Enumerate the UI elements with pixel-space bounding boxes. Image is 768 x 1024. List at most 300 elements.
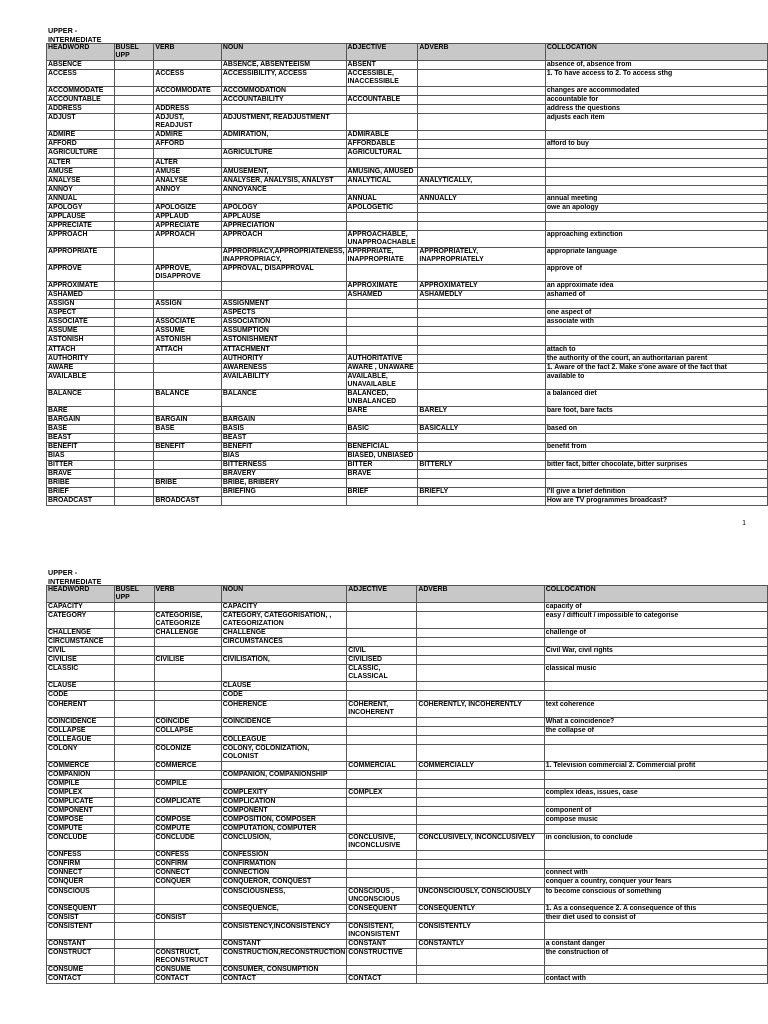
table-cell <box>418 114 545 131</box>
table-cell <box>347 807 417 816</box>
table-cell: BARGAIN <box>221 415 346 424</box>
table-cell <box>114 603 154 612</box>
table-row <box>47 603 768 612</box>
table-cell: 1. Television commercial 2. Commercial profit <box>544 761 767 770</box>
table-cell <box>347 798 417 807</box>
table-cell <box>114 770 154 779</box>
table-cell <box>114 158 154 167</box>
table-cell <box>417 665 544 682</box>
table-cell: ASSIGN <box>47 300 115 309</box>
table-cell: CONFESSION <box>221 851 347 860</box>
table-cell: a balanced diet <box>545 389 767 406</box>
table-cell: BRIBE, BRIBERY <box>221 479 346 488</box>
table-row <box>47 194 768 203</box>
table-cell: CONCLUSION, <box>221 834 347 851</box>
table-row <box>47 798 768 807</box>
table-cell: APPRECIATION <box>221 221 346 230</box>
table-row <box>47 691 768 700</box>
table-cell <box>418 327 545 336</box>
table-cell: CODE <box>221 691 347 700</box>
table-cell <box>544 922 767 939</box>
table-cell: approaching extinction <box>545 230 767 247</box>
table-cell: COMPLEX <box>47 788 115 797</box>
table-cell: easy / difficult / impossible to categorise <box>544 612 767 629</box>
table-cell: ACCOUNTABILITY <box>221 96 346 105</box>
table-cell: CONNECTION <box>221 869 347 878</box>
table-row <box>47 105 768 114</box>
table-cell: APPLAUSE <box>221 212 346 221</box>
table-cell: APPLAUD <box>154 212 222 221</box>
table-cell <box>417 647 544 656</box>
table-cell <box>114 372 154 389</box>
table-cell <box>114 869 154 878</box>
table-cell: 1. As a consequence 2. A consequence of this <box>544 904 767 913</box>
table-row <box>47 974 768 983</box>
table-cell: BIASED, UNBIASED <box>346 452 418 461</box>
table-cell: BITTER <box>346 461 418 470</box>
table-cell <box>221 497 346 506</box>
table-cell <box>418 443 545 452</box>
table-cell <box>347 851 417 860</box>
table-cell <box>418 87 545 96</box>
table-cell <box>347 878 417 887</box>
table-cell <box>154 406 222 415</box>
table-cell: CONSEQUENCE, <box>221 904 347 913</box>
table-cell: CONSTANT <box>221 939 347 948</box>
table-cell <box>544 656 767 665</box>
table-cell <box>114 497 154 506</box>
table-cell: ACCESSIBILITY, ACCESS <box>221 70 346 87</box>
table-cell: ACCESSIBLE, INACCESSIBLE <box>346 70 418 87</box>
table-cell: ACCOMMODATE <box>154 87 222 96</box>
table-cell <box>114 140 154 149</box>
table-cell <box>346 309 418 318</box>
table-cell: APPROXIMATE <box>47 282 115 291</box>
table-row <box>47 913 768 922</box>
table-cell: AWARENESS <box>221 363 346 372</box>
table-cell <box>154 470 222 479</box>
table-cell <box>114 176 154 185</box>
table-cell: AGRICULTURAL <box>346 149 418 158</box>
table-cell <box>154 363 222 372</box>
column-header: COLLOCATION <box>544 586 767 603</box>
table-cell <box>114 726 154 735</box>
table-cell <box>418 70 545 87</box>
table-row <box>47 939 768 948</box>
table-cell: ashamed of <box>545 291 767 300</box>
table-cell <box>544 965 767 974</box>
table-cell <box>418 167 545 176</box>
table-cell <box>545 158 767 167</box>
table-cell: afford to buy <box>545 140 767 149</box>
table-cell: BENEFIT <box>154 443 222 452</box>
table-cell: ANNUAL <box>346 194 418 203</box>
table-cell: component of <box>544 807 767 816</box>
table-cell: BEAST <box>221 433 346 442</box>
table-cell <box>417 770 544 779</box>
table-cell <box>114 415 154 424</box>
table-cell: annual meeting <box>545 194 767 203</box>
table-cell: BRIEF <box>346 488 418 497</box>
table-cell <box>114 948 154 965</box>
table-cell: CONTACT <box>154 974 221 983</box>
table-cell: ALTER <box>154 158 222 167</box>
table-cell <box>417 788 544 797</box>
table-cell: COLLAPSE <box>47 726 115 735</box>
table-cell: CONSEQUENT <box>47 904 115 913</box>
table-cell <box>114 807 154 816</box>
table-cell: ANALYSER, ANALYSIS, ANALYST <box>221 176 346 185</box>
table-cell: CATEGORISE, CATEGORIZE <box>154 612 221 629</box>
table-cell <box>417 965 544 974</box>
table-cell: ACCESS <box>47 70 115 87</box>
table-cell: conquer a country, conquer your fears <box>544 878 767 887</box>
table-cell: AWARE , UNAWARE <box>346 363 418 372</box>
table-cell: APPROXIMATELY <box>418 282 545 291</box>
table-row <box>47 461 768 470</box>
table-cell: APPROACH <box>221 230 346 247</box>
table-cell <box>154 770 221 779</box>
table-cell: ABSENT <box>346 61 418 70</box>
table-cell: BARE <box>346 406 418 415</box>
table-cell <box>154 309 222 318</box>
table-cell: CONTACT <box>347 974 417 983</box>
table-cell <box>154 291 222 300</box>
table-row <box>47 761 768 770</box>
table-cell: BASIS <box>221 424 346 433</box>
table-cell: BENEFIT <box>221 443 346 452</box>
table-cell <box>221 105 346 114</box>
table-cell: AUTHORITY <box>221 354 346 363</box>
table-cell: CONSTRUCTION,RECONSTRUCTION <box>221 948 347 965</box>
table-cell <box>221 779 347 788</box>
table-row <box>47 452 768 461</box>
table-cell: APPROACHABLE, UNAPPROACHABLE <box>346 230 418 247</box>
table-cell: ALTER <box>47 158 115 167</box>
table-cell: CODE <box>47 691 115 700</box>
table-row <box>47 470 768 479</box>
table-row <box>47 656 768 665</box>
table-cell: CHALLENGE <box>47 629 115 638</box>
table-cell <box>114 61 154 70</box>
table-cell <box>545 212 767 221</box>
table-cell <box>114 974 154 983</box>
table-cell: AFFORDABLE <box>346 140 418 149</box>
table-row <box>47 665 768 682</box>
table-cell: CONSTANT <box>347 939 417 948</box>
table-cell <box>114 87 154 96</box>
table-cell <box>544 691 767 700</box>
table-cell <box>347 825 417 834</box>
table-cell: classical music <box>544 665 767 682</box>
table-cell: CONSUME <box>47 965 115 974</box>
table-row <box>47 354 768 363</box>
table-cell: COMPILE <box>154 779 221 788</box>
table-cell: CONSISTENT, INCONSISTENT <box>347 922 417 939</box>
table-cell: COLLAPSE <box>154 726 221 735</box>
table-row <box>47 807 768 816</box>
table-row <box>47 878 768 887</box>
table-cell: BITTER <box>47 461 115 470</box>
table-cell <box>346 158 418 167</box>
table-cell <box>114 825 154 834</box>
table-cell: APOLOGIZE <box>154 203 222 212</box>
table-cell: bare foot, bare facts <box>545 406 767 415</box>
table-cell <box>154 433 222 442</box>
table-cell <box>114 647 154 656</box>
table-cell <box>346 415 418 424</box>
table-cell <box>221 140 346 149</box>
table-cell <box>346 433 418 442</box>
table-cell <box>114 105 154 114</box>
table-cell: CONQUEROR, CONQUEST <box>221 878 347 887</box>
table-cell: BEAST <box>47 433 115 442</box>
table-cell: BARELY <box>418 406 545 415</box>
table-row <box>47 415 768 424</box>
table-cell <box>114 638 154 647</box>
table-cell: APPROPRIATELY, INAPPROPRIATELY <box>418 247 545 264</box>
table-cell <box>114 452 154 461</box>
table-cell <box>418 452 545 461</box>
table-cell: CLAUSE <box>47 682 115 691</box>
table-cell <box>417 878 544 887</box>
table-cell <box>417 851 544 860</box>
table-cell: CONSCIOUSNESS, <box>221 887 347 904</box>
table-cell: ACCESS <box>154 70 222 87</box>
table-row <box>47 851 768 860</box>
table-cell <box>114 479 154 488</box>
table-cell: ACCOMMODATION <box>221 87 346 96</box>
table-cell <box>114 904 154 913</box>
table-row <box>47 647 768 656</box>
column-header: NOUN <box>221 586 347 603</box>
table-cell: CONQUER <box>47 878 115 887</box>
table-cell: text coherence <box>544 700 767 717</box>
table-cell <box>114 433 154 442</box>
table-cell: BALANCE <box>47 389 115 406</box>
table-cell <box>418 230 545 247</box>
table-row <box>47 389 768 406</box>
table-cell <box>545 470 767 479</box>
table-row <box>47 336 768 345</box>
table-cell <box>418 221 545 230</box>
table-cell <box>114 345 154 354</box>
table-cell <box>347 913 417 922</box>
table-cell: I'll give a brief definition <box>545 488 767 497</box>
table-cell: 1. Aware of the fact 2. Make s'one aware of the fact that <box>545 363 767 372</box>
table-row <box>47 922 768 939</box>
table-row <box>47 700 768 717</box>
table-cell <box>544 744 767 761</box>
table-cell <box>114 354 154 363</box>
table-cell: COLLEAGUE <box>221 735 347 744</box>
table-cell: UNCONSCIOUSLY, CONSCIOUSLY <box>417 887 544 904</box>
table-cell <box>418 415 545 424</box>
table-cell <box>114 470 154 479</box>
table-cell: APPROPRIATE <box>47 247 115 264</box>
table-cell: the construction of <box>544 948 767 965</box>
table-cell: contact with <box>544 974 767 983</box>
table-cell: COMPLICATION <box>221 798 347 807</box>
table-cell <box>544 735 767 744</box>
table-cell <box>418 61 545 70</box>
table-row <box>47 282 768 291</box>
table-cell <box>346 212 418 221</box>
table-cell: CONCLUSIVELY, INCONCLUSIVELY <box>417 834 544 851</box>
table-cell: a constant danger <box>544 939 767 948</box>
table-cell <box>418 479 545 488</box>
table-cell <box>114 939 154 948</box>
table-cell <box>418 131 545 140</box>
table-cell: CONFESS <box>47 851 115 860</box>
table-cell <box>418 318 545 327</box>
table-row <box>47 816 768 825</box>
column-header: BUSEL UPP <box>114 44 154 61</box>
table-cell <box>418 497 545 506</box>
word-table <box>46 43 768 506</box>
table-cell <box>417 913 544 922</box>
table-row <box>47 406 768 415</box>
table-cell <box>154 700 221 717</box>
table-cell <box>347 779 417 788</box>
table-cell: APPRECIATE <box>154 221 222 230</box>
table-cell: BARE <box>47 406 115 415</box>
table-cell <box>114 851 154 860</box>
table-cell: CONNECT <box>154 869 221 878</box>
table-cell <box>114 114 154 131</box>
table-cell: CONSUMER, CONSUMPTION <box>221 965 347 974</box>
table-cell <box>417 744 544 761</box>
table-cell: CIVILISE <box>47 656 115 665</box>
table-cell <box>347 726 417 735</box>
table-cell <box>114 887 154 904</box>
table-cell: AUTHORITY <box>47 354 115 363</box>
column-header: VERB <box>154 586 221 603</box>
table-cell <box>114 860 154 869</box>
table-cell: ASTONISH <box>154 336 222 345</box>
table-cell: BRIEFING <box>221 488 346 497</box>
table-cell <box>347 603 417 612</box>
table-cell <box>417 603 544 612</box>
table-cell: APPROVE, DISAPPROVE <box>154 265 222 282</box>
table-cell <box>417 816 544 825</box>
table-row <box>47 203 768 212</box>
table-cell: compose music <box>544 816 767 825</box>
table-cell: AMUSEMENT, <box>221 167 346 176</box>
table-cell: COMPOSITION, COMPOSER <box>221 816 347 825</box>
table-cell <box>154 488 222 497</box>
table-cell: CONSEQUENT <box>347 904 417 913</box>
table-cell <box>418 212 545 221</box>
table-cell <box>114 247 154 264</box>
table-cell <box>114 965 154 974</box>
table-cell <box>154 939 221 948</box>
table-cell: CHALLENGE <box>221 629 347 638</box>
table-cell <box>347 869 417 878</box>
table-cell <box>544 682 767 691</box>
table-cell: COHERENTLY, INCOHERENTLY <box>417 700 544 717</box>
table-cell <box>346 185 418 194</box>
table-cell <box>114 443 154 452</box>
table-cell <box>417 629 544 638</box>
table-row <box>47 904 768 913</box>
table-cell: AMUSING, AMUSED <box>346 167 418 176</box>
table-cell <box>347 965 417 974</box>
table-row <box>47 744 768 761</box>
table-cell <box>221 158 346 167</box>
table-cell: APPRPRIATE, INAPPROPRIATE <box>346 247 418 264</box>
table-row <box>47 265 768 282</box>
table-cell <box>114 629 154 638</box>
table-cell: COMPANION, COMPANIONSHIP <box>221 770 347 779</box>
table-row <box>47 363 768 372</box>
table-cell <box>544 770 767 779</box>
table-cell: AMUSE <box>47 167 115 176</box>
table-row <box>47 70 768 87</box>
table-cell <box>114 717 154 726</box>
table-cell <box>154 665 221 682</box>
table-cell: attach to <box>545 345 767 354</box>
table-cell: CONSTRUCTIVE <box>347 948 417 965</box>
table-cell: BASICALLY <box>418 424 545 433</box>
column-header: ADVERB <box>417 586 544 603</box>
table-cell <box>114 744 154 761</box>
table-cell <box>221 665 347 682</box>
table-cell: COMPANION <box>47 770 115 779</box>
table-header-row <box>47 44 768 61</box>
table-cell: COLONY <box>47 744 115 761</box>
table-row <box>47 638 768 647</box>
table-cell: APPROACH <box>47 230 115 247</box>
table-cell <box>346 105 418 114</box>
table-cell <box>346 327 418 336</box>
table-cell <box>418 354 545 363</box>
table-cell <box>545 479 767 488</box>
table-cell <box>114 665 154 682</box>
table-cell: ADDRESS <box>154 105 222 114</box>
table-cell <box>114 221 154 230</box>
table-cell <box>346 300 418 309</box>
table-row <box>47 965 768 974</box>
table-cell <box>418 105 545 114</box>
table-row <box>47 770 768 779</box>
table-cell <box>114 406 154 415</box>
table-cell <box>545 415 767 424</box>
table-cell: CONSTANT <box>47 939 115 948</box>
table-cell <box>114 612 154 629</box>
table-cell <box>417 869 544 878</box>
table-row <box>47 788 768 797</box>
table-cell: BROADCAST <box>154 497 222 506</box>
table-cell <box>417 860 544 869</box>
table-row <box>47 131 768 140</box>
table-row <box>47 114 768 131</box>
table-cell: ADMIRE <box>154 131 222 140</box>
table-cell: COINCIDE <box>154 717 221 726</box>
table-cell: APOLOGETIC <box>346 203 418 212</box>
table-cell: to become conscious of something <box>544 887 767 904</box>
table-cell: CONSCIOUS , UNCONSCIOUS <box>347 887 417 904</box>
table-row <box>47 149 768 158</box>
table-row <box>47 345 768 354</box>
table-cell: BRIEFLY <box>418 488 545 497</box>
table-cell: COMPOSE <box>47 816 115 825</box>
table-cell <box>418 300 545 309</box>
table-cell <box>114 700 154 717</box>
table-cell: COMPONENT <box>221 807 347 816</box>
table-cell: ASSUME <box>154 327 222 336</box>
table-cell: ASSUMPTION <box>221 327 346 336</box>
